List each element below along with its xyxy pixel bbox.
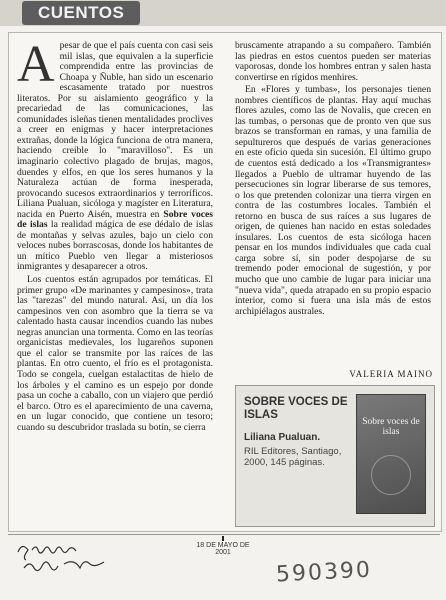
article-column-right: [235, 41, 431, 319]
section-title: CUENTOS: [22, 1, 140, 25]
book-author: Liliana Pualuan.: [244, 432, 321, 443]
publication-date: [196, 536, 250, 556]
article-paragraph: bruscamente atrapando a su compañero. También las piedras en estos cuentos pueden ser materias vaporosas, donde los hombres entran y salen hasta convertirse en rígidos menhires.: [235, 40, 431, 83]
article-column-left: [17, 36, 213, 435]
article-paragraph: En «Flores y tumbas», los personajes tienen nombres científicos de plantas. Hay aquí muchas flores azules, como las de Novalis, que crecen en las tumbas, o personas que de pronto ven que sus brazos se transforman en ramas, y una familia de sepultureros que después de varias generaciones en este oficio queda sin sucesión. El último grupo de cuentos está dedicado a los «Transmigrantes» llegados a Pueblo de ultramar huyendo de las persecuciones sin lograr liberarse de sus temores, o los que pretenden colonizar una tierra virgen en contra de las costumbres locales. También el retorno en busca de sus raíces a sus lugares de origen, de quienes han nacido en estas soledades insulares. Los cuentos de esta sicóloga hacen pensar en los mundos individuales que cada cual carga sobre sí, sin poder despojarse de su tremendo poder emocional de sugestión, y por mucho que uno cambie de lugar para iniciar una "nueva vida", queda atrapado en su propio espacio interior, como si fuera una isla más de estos archipiélagos australes.: [235, 84, 431, 317]
archive-number: 590390: [275, 557, 373, 588]
author-signature: VALERIA MAINO: [349, 369, 433, 379]
book-details: RIL Editores, Santiago, 2000, 145 páginas.: [244, 446, 342, 468]
article-paragraph: [17, 36, 213, 273]
book-title-inline: Sobre voces de islas: [17, 208, 213, 231]
date-text: 18 DE MAYO DE 2001: [196, 542, 250, 556]
cover-ornament: [371, 455, 411, 495]
article-text: pesar de que el país cuenta con casi seis mil islas, que equivalen a la superficie comprendida entre las provincias de Choapa y Ñuble, han sido un escenario escasamente tratado por nuestros literatos. Por su aislamiento geográfico y la precariedad de las comunicaciones, las comunidades isleñas tienen mentalidades proclives a creer en enigmas y hacer interpretaciones extrañas, donde la lógica funciona de otra manera, haciendo creíble lo "maravilloso". Es un imaginario colectivo plagado de brujas, magos, duendes y elfos, en que los seres humanos y la Naturaleza actúan de forma inesperada, provocando sucesos extraordinarios y terroríficos. Liliana Pualuan, sicóloga y magíster en Literatura, nacida en Puerto Aisén, muestra en: [17, 40, 213, 220]
clipping-body: [8, 32, 442, 532]
drop-cap: A: [17, 36, 55, 93]
book-title: SOBRE VOCES DE ISLAS: [244, 396, 348, 421]
book-cover-image: [356, 394, 426, 514]
article-text: la realidad mágica de ese dédalo de islas de montañas y selvas azules, bajo un cielo con veloces nubes borrascosas, donde los habitantes de un mítico Pueblo ven llegar a misteriosos inmigrantes y desaparecer a otros.: [17, 219, 213, 273]
book-cover-title: Sobre voces de islas: [362, 417, 420, 437]
folio-mark: [222, 536, 224, 541]
article-paragraph: Los cuentos están agrupados por temáticas. El primer grupo «De marinantes y campesinos», trata las "tarezas" del mundo natural. Así, un día los campesinos ven con asombro que la tierra se va calentado hasta causar incendios cuando las nubes negras anuncian una tormenta. Como en las teorías organicistas medievales, los lugareños suponen que el calor se transmite por las raíces de las plantas. En otro cuento, el frío es el protagonista. Todo se congela, cuelgan estalactitas de hielo de los árboles y el camino es un espejo por donde pasa un coche a caballo, con un viajero que perdió el barco. Otro es el aparecimiento de una caverna, en un lugar conocido, que contiene un tesoro; cuando su descubridor traslada su botín, se cierra: [17, 274, 213, 433]
handwritten-note: [14, 538, 154, 576]
footer-rule: [8, 534, 440, 535]
book-info-box: [235, 385, 435, 527]
